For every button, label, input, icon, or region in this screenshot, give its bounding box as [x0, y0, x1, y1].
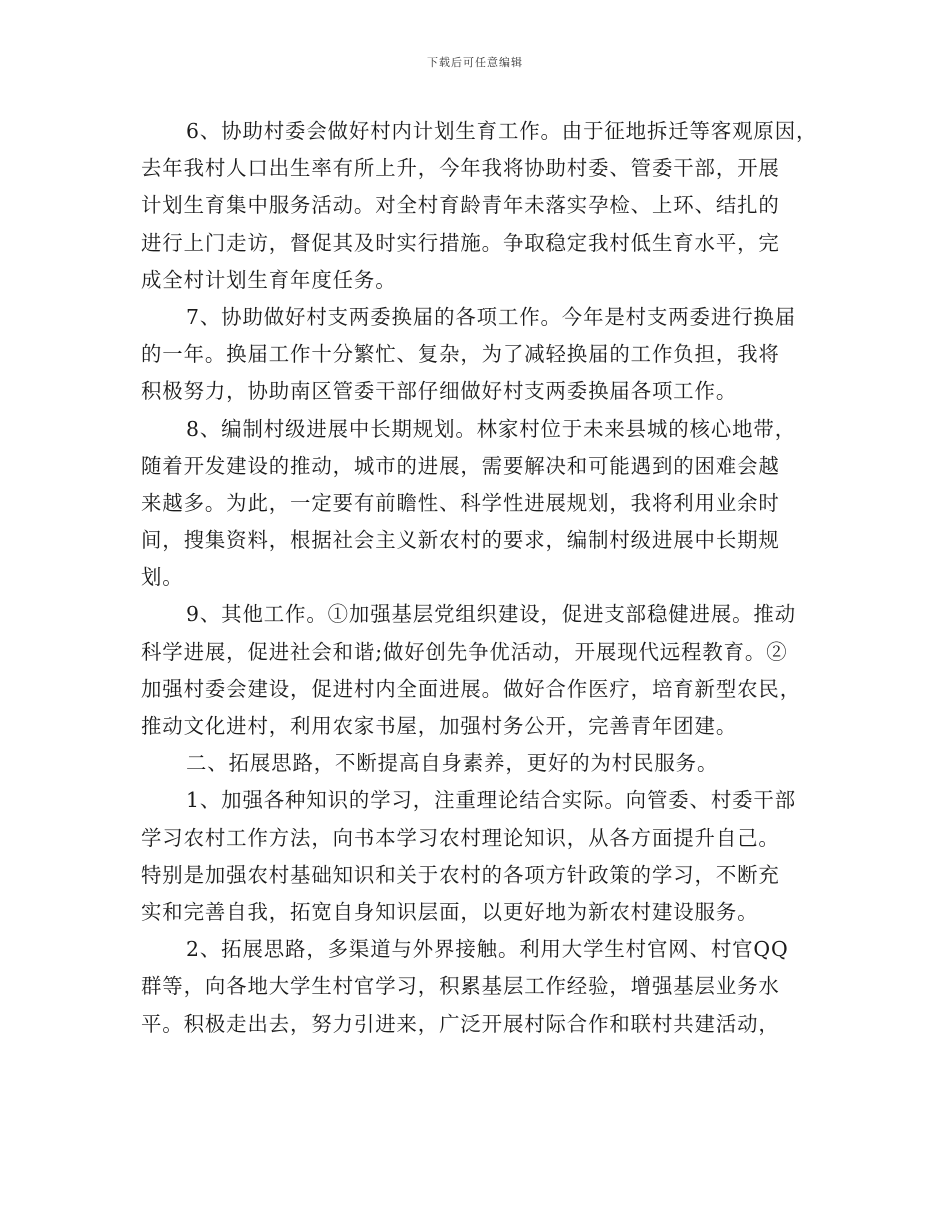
paragraph-item-1 — [141, 782, 831, 931]
paragraph-item-6 — [141, 113, 831, 299]
text-line: 间，搜集资料，根据社会主义新农村的要求，编制村级进展中长期规 — [141, 528, 780, 553]
text-line: 实和完善自我，拓宽自身知识层面，以更好地为新农村建设服务。 — [141, 899, 759, 924]
text-line: 科学进展，促进社会和谐;做好创先争优活动，开展现代远程教育。② — [141, 639, 788, 664]
paragraph-item-9 — [141, 596, 831, 745]
text-line: 加强村委会建设，促进村内全面进展。做好合作医疗，培育新型农民， — [141, 676, 802, 701]
text-line: 群等，向各地大学生村官学习，积累基层工作经验，增强基层业务水 — [141, 974, 780, 999]
section-heading — [141, 745, 831, 782]
text-line: 7、协助做好村支两委换届的各项工作。今年是村支两委进行换届 — [186, 304, 797, 329]
text-line: 推动文化进村，利用农家书屋，加强村务公开，完善青年团建。 — [141, 714, 738, 738]
text-line: 计划生育集中服务活动。对全村育龄青年未落实孕检、上环、结扎的 — [141, 193, 780, 218]
text-line: 8、编制村级进展中长期规划。林家村位于未来县城的核心地带， — [186, 416, 797, 441]
text-line: 二、拓展思路，不断提高自身素养，更好的为村民服务。 — [186, 751, 719, 776]
text-line: 9、其他工作。①加强基层党组织建设，促进支部稳健进展。推动 — [186, 602, 797, 627]
text-line: 进行上门走访，督促其及时实行措施。争取稳定我村低生育水平，完 — [141, 230, 780, 255]
text-line: 6、协助村委会做好村内计划生育工作。由于征地拆迁等客观原因， — [186, 119, 818, 143]
text-line: 学习农村工作方法，向书本学习农村理论知识，从各方面提升自己。 — [141, 825, 780, 850]
paragraph-item-8 — [141, 411, 831, 597]
text-line: 划。 — [141, 565, 184, 590]
text-line: 特别是加强农村基础知识和关于农村的各项方针政策的学习，不断充 — [141, 862, 780, 887]
text-line: 1、加强各种知识的学习，注重理论结合实际。向管委、村委干部 — [186, 788, 797, 813]
text-line: 去年我村人口出生率有所上升，今年我将协助村委、管委干部，开展 — [141, 156, 780, 181]
paragraph-item-2 — [141, 931, 831, 1043]
text-line: 2、拓展思路，多渠道与外界接触。利用大学生村官网、村官QQ — [186, 937, 789, 962]
text-line: 平。积极走出去，努力引进来，广泛开展村际合作和联村共建活动， — [141, 1011, 780, 1036]
text-line: 成全村计划生育年度任务。 — [141, 267, 397, 292]
text-line: 来越多。为此，一定要有前瞻性、科学性进展规划，我将利用业余时 — [141, 490, 780, 515]
paragraph-item-7 — [141, 299, 831, 411]
text-line: 的一年。换届工作十分繁忙、复杂，为了减轻换届的工作负担，我将 — [141, 342, 780, 367]
page-header: 下载后可任意编辑 — [427, 56, 523, 69]
text-line: 积极努力，协助南区管委干部仔细做好村支两委换届各项工作。 — [141, 379, 738, 404]
document-body — [141, 113, 831, 1043]
text-line: 随着开发建设的推动，城市的进展，需要解决和可能遇到的困难会越 — [141, 453, 780, 478]
